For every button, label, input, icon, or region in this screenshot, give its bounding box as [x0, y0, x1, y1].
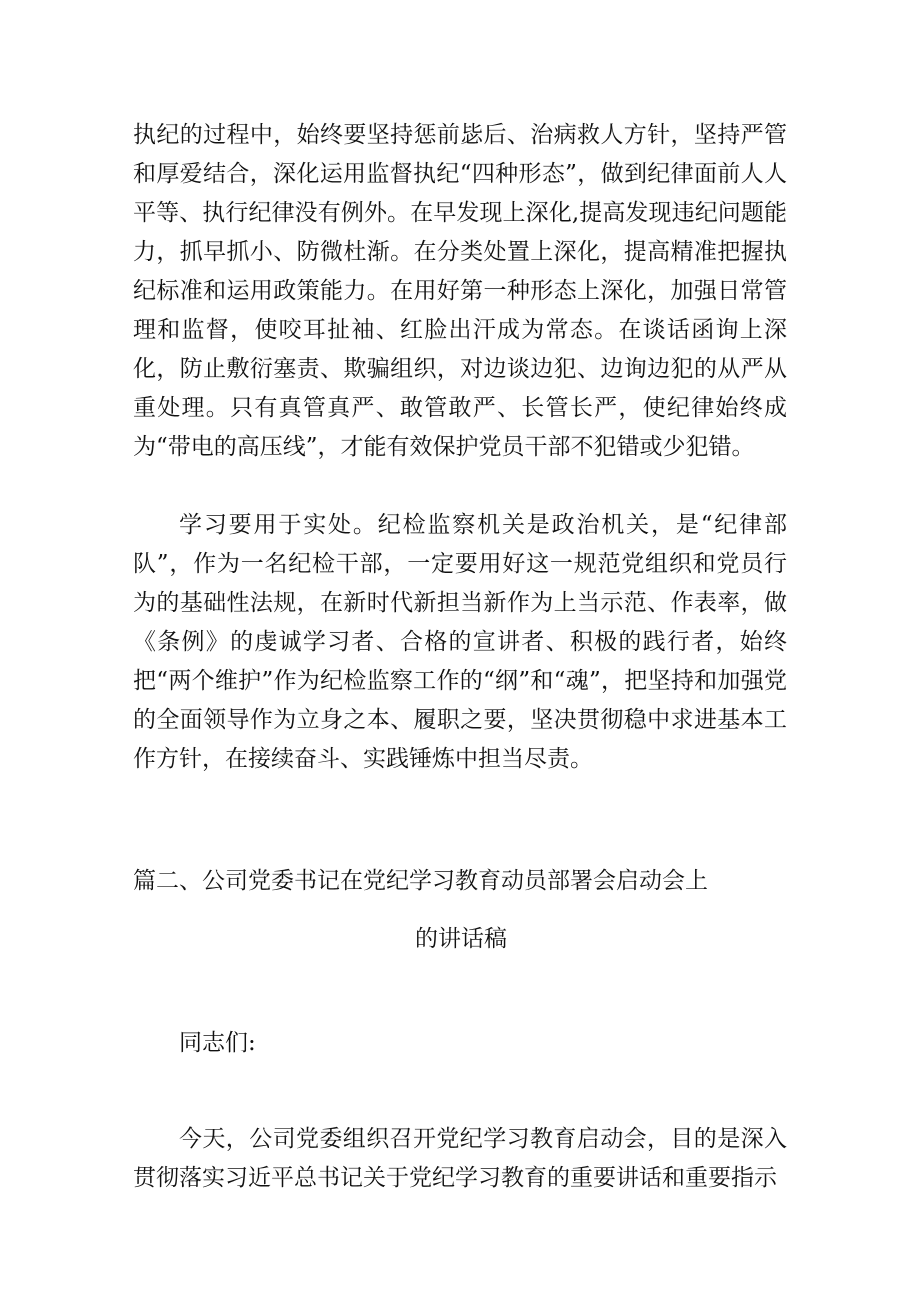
- section-heading-line-1: 篇二、公司党委书记在党纪学习教育动员部署会启动会上: [133, 868, 708, 894]
- body-paragraph-opening: 今天，公司党委组织召开党纪学习教育启动会，目的是深入贯彻落实习近平总书记关于党纪学习教育的重要讲话和重要指示: [133, 1126, 787, 1191]
- salutation: 同志们:: [179, 1030, 256, 1056]
- body-paragraph-discipline: 执纪的过程中，始终要坚持惩前毖后、治病救人方针，坚持严管和厚爱结合，深化运用监督执纪“四种形态”，做到纪律面前人人平等、执行纪律没有例外。在早发现上深化,提高发现违纪问题能力，抓早抓小、防微杜渐。在分类处置上深化，提高精准把握执纪标准和运用政策能力。在用好第一种形态上深化，加强日常管理和监督，使咬耳扯袖、红脸出汗成为常态。在谈话函询上深化，防止敷衍塞责、欺骗组织，对边谈边犯、边询边犯的从严从重处理。只有真管真严、敢管敢严、长管长严，使纪律始终成为“带电的高压线”，才能有效保护党员干部不犯错或少犯错。: [133, 122, 787, 460]
- section-heading-line-2: 的讲话稿: [415, 926, 507, 952]
- body-paragraph-practice: 学习要用于实处。纪检监察机关是政治机关，是“纪律部队”，作为一名纪检干部，一定要用好这一规范党组织和党员行为的基础性法规，在新时代新担当新作为上当示范、作表率，做《条例》的虔诚学习者、合格的宣讲者、积极的践行者，始终把“两个维护”作为纪检监察工作的“纲”和“魂”，把坚持和加强党的全面领导作为立身之本、履职之要，坚决贯彻稳中求进基本工作方针，在接续奋斗、实践锤炼中担当尽责。: [133, 512, 787, 772]
